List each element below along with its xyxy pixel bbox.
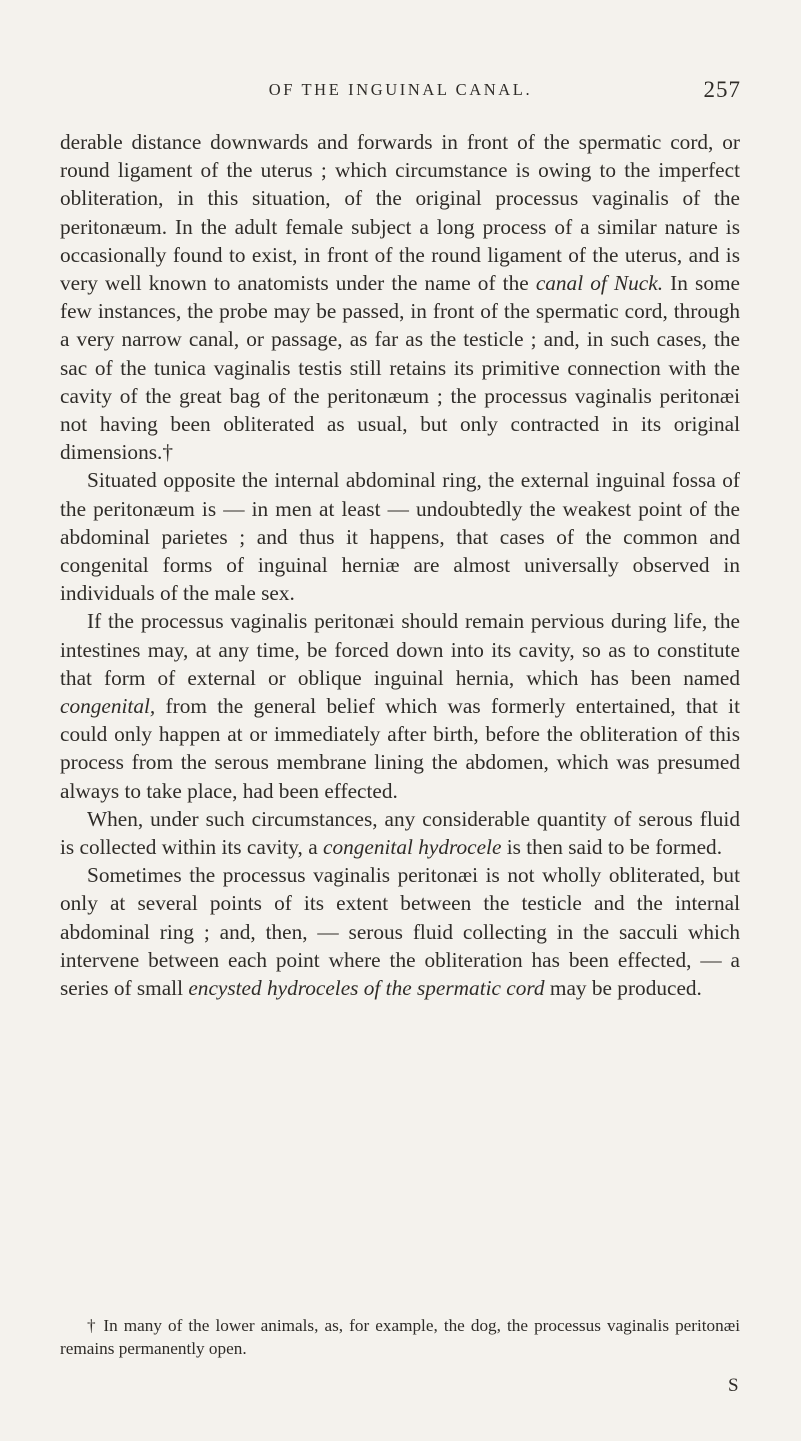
paragraph-4-italic: congenital hydrocele (323, 835, 502, 860)
paragraph-1 (60, 128, 740, 466)
paragraph-3-italic: congenital, (60, 694, 156, 719)
paragraph-4-text-c: is then said to be formed. (501, 835, 723, 860)
paragraph-3-text-a: If the processus vaginalis peritonæi should remain pervious during life, the intestines may, at any time, be forced down into its cavity, so as to constitute that form of external or oblique inguinal hernia, which has been named (60, 609, 740, 690)
running-title: OF THE INGUINAL CANAL. (268, 80, 533, 99)
paragraph-1-text-c: In some few instances, the probe may be passed, in front of the spermatic cord, through a very narrow canal, or passage, as far as the testicle ; and, in such cases, the sac of the tunica vaginalis testis still retains its primitive connection with the cavity of the great bag of the peritonæum ; the processus vaginalis peritonæi not having been obliterated as usual, but only contracted in its original dimensions.† (60, 271, 740, 465)
paragraph-4-text-a: When, under such circumstances, any considerable quantity of serous fluid is collected within its cavity, a (60, 806, 740, 860)
paragraph-1-italic: canal of Nuck. (535, 271, 664, 296)
paragraph-5-text-c: may be produced. (544, 976, 702, 1001)
paragraph-5 (60, 861, 740, 1002)
paragraph-5-text-a: Sometimes the processus vaginalis peritonæi is not wholly obliterated, but only at several points of its extent between the testicle and the internal abdominal ring ; and, then, — serous fluid collecting in the sacculi which intervene between each point where the obliteration has been effected, — a series of small (60, 863, 740, 1001)
paragraph-5-italic: encysted hydroceles of the spermatic cord (188, 976, 545, 1001)
signature-mark: S (728, 1375, 739, 1396)
body-text (60, 128, 740, 1002)
footnote: † In many of the lower animals, as, for example, the dog, the processus vaginalis peritonæi remains permanently open. (60, 1316, 740, 1358)
running-head (60, 77, 741, 110)
paragraph-2: Situated opposite the internal abdominal ring, the external inguinal fossa of the peritonæum is — in men at least — undoubtedly the weakest point of the abdominal parietes ; and thus it happens, that cases of the common and congenital forms of inguinal herniæ are almost universally observed in individuals of the male sex. (60, 468, 740, 606)
page-number: 257 (703, 77, 741, 102)
paragraph-4 (60, 805, 740, 861)
paragraph-3 (60, 607, 740, 804)
paragraph-3-text-c: from the general belief which was formerly entertained, that it could only happen at or immediately after birth, before the obliteration of this process from the serous membrane lining the abdomen, which was presumed always to take place, had been effected. (60, 694, 740, 803)
paragraph-1-text-a: derable distance downwards and forwards in front of the spermatic cord, or round ligament of the uterus ; which circumstance is owing to the imperfect obliteration, in this situation, of the original processus vaginalis of the peritonæum. In the adult female subject a long process of a similar nature is occasionally found to exist, in front of the round ligament of the uterus, and is very well known to anatomists under the name of the (60, 130, 740, 296)
